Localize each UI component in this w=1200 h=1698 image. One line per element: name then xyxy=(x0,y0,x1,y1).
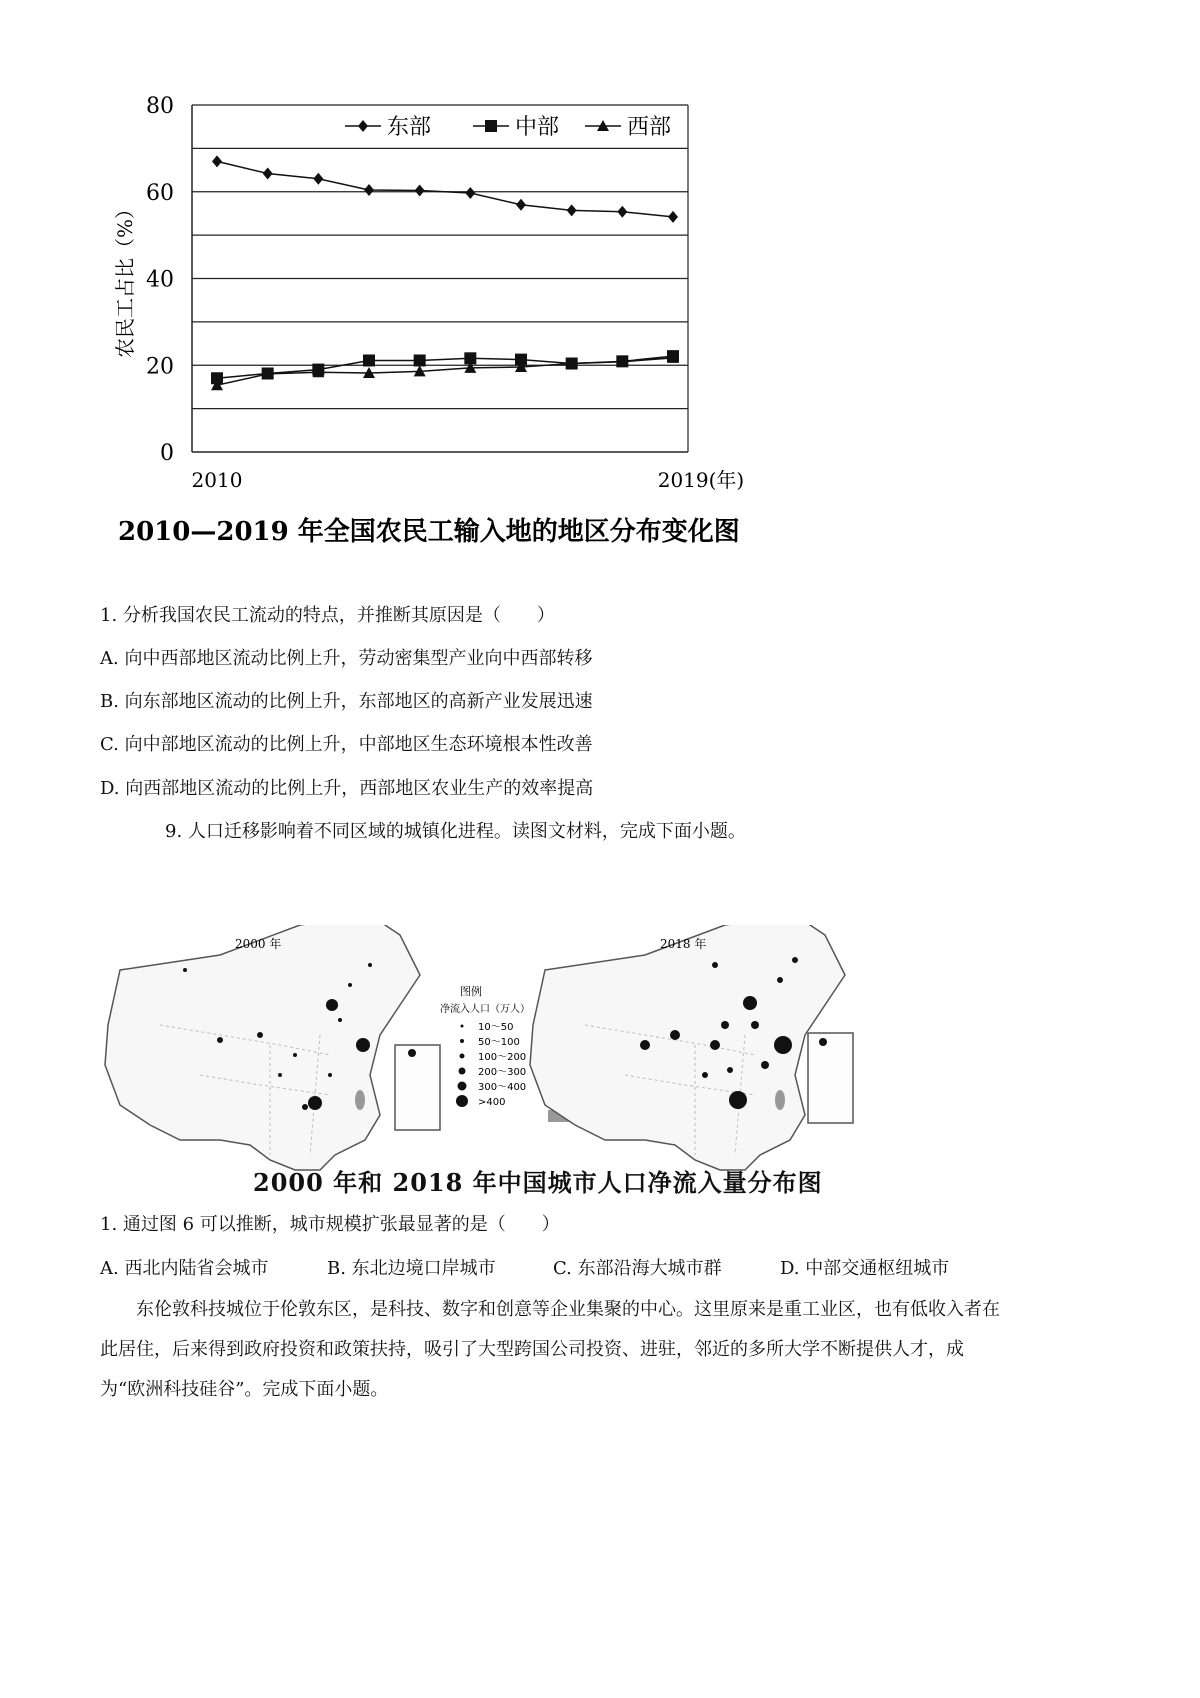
question-2-option-d[interactable]: D. 中部交通枢纽城市 xyxy=(780,1258,950,1279)
data-point xyxy=(414,354,426,366)
question-2-option-a[interactable]: A. 西北内陆省会城市 xyxy=(100,1258,269,1279)
maps-caption: 2000 年和 2018 年中国城市人口净流入量分布图 xyxy=(253,1168,823,1197)
legend-dot xyxy=(461,1025,464,1028)
y-tick-label: 20 xyxy=(146,354,174,380)
data-point xyxy=(263,168,273,180)
legend-item-label: 100～200 xyxy=(478,1052,527,1063)
reading-passage: 东伦敦科技城位于伦敦东区，是科技、数字和创意等企业集聚的中心。这里原来是重工业区，也有低收入者在此居住，后来得到政府投资和政策扶持，吸引了大型跨国公司投资、进驻，邻近的多所大学不断提供人才，成为“欧洲科技硅谷”。完成下面小题。 xyxy=(100,1299,1000,1400)
data-point xyxy=(364,184,374,196)
legend-item-label: 300～400 xyxy=(478,1082,527,1093)
y-tick-label: 40 xyxy=(146,267,174,293)
question-2-option-b[interactable]: B. 东北边境口岸城市 xyxy=(327,1258,496,1279)
legend-item-label: 50～100 xyxy=(478,1037,520,1048)
legend-subtitle: 净流入人口（万人） xyxy=(440,1004,530,1015)
y-tick-label: 80 xyxy=(146,94,174,119)
data-point xyxy=(212,155,222,167)
legend-title: 图例 xyxy=(460,985,482,998)
data-point xyxy=(313,173,323,185)
y-tick-label: 0 xyxy=(160,441,174,466)
question-1-option-b[interactable]: B. 向东部地区流动的比例上升，东部地区的高新产业发展迅速 xyxy=(100,691,593,712)
legend-label: 西部 xyxy=(627,115,672,140)
question-1-option-a[interactable]: A. 向中西部地区流动比例上升，劳动密集型产业向中西部转移 xyxy=(100,648,593,669)
map-2000-title: 2000 年 xyxy=(235,937,282,951)
data-point xyxy=(617,206,627,218)
legend-item-label: >400 xyxy=(478,1097,506,1108)
question-1-option-d[interactable]: D. 向西部地区流动的比例上升，西部地区农业生产的效率提高 xyxy=(100,778,594,799)
migrant-worker-chart xyxy=(100,90,780,560)
map-2018 xyxy=(530,925,853,1170)
x-tick-label: 2019(年) xyxy=(657,468,745,492)
data-point xyxy=(465,187,475,199)
legend-dot xyxy=(456,1095,468,1107)
data-point xyxy=(363,354,375,366)
series-line-1 xyxy=(217,356,673,378)
question-2-options xyxy=(100,1257,1000,1283)
legend-dot xyxy=(460,1054,465,1059)
question-1-option-c[interactable]: C. 向中部地区流动的比例上升，中部地区生态环境根本性改善 xyxy=(100,734,593,755)
data-point xyxy=(415,184,425,196)
question-2-stem: 1. 通过图 6 可以推断，城市规模扩张最显著的是（ ） xyxy=(100,1214,560,1235)
legend-item-label: 200～300 xyxy=(478,1067,527,1078)
series-line-0 xyxy=(217,161,673,217)
data-point xyxy=(567,204,577,216)
legend-label: 东部 xyxy=(387,115,432,140)
legend-dot xyxy=(459,1068,466,1075)
line-chart xyxy=(100,90,780,560)
map-2018-title: 2018 年 xyxy=(660,937,707,951)
legend-marker xyxy=(358,120,368,132)
legend-item-label: 10～50 xyxy=(478,1022,514,1033)
question-2-option-c[interactable]: C. 东部沿海大城市群 xyxy=(553,1258,722,1279)
legend-dot xyxy=(460,1039,464,1043)
legend-marker xyxy=(485,120,497,132)
y-tick-label: 60 xyxy=(146,180,174,206)
legend-label: 中部 xyxy=(515,115,560,140)
question-9-intro: 9. 人口迁移影响着不同区域的城镇化进程。读图文材料，完成下面小题。 xyxy=(165,821,746,842)
question-1-stem: 1. 分析我国农民工流动的特点，并推断其原因是（ ） xyxy=(100,605,555,626)
map-2000 xyxy=(105,925,440,1170)
y-axis-label: 农民工占比（%） xyxy=(113,198,137,359)
x-tick-label: 2010 xyxy=(191,468,243,492)
chart-title: 2010—2019 年全国农民工输入地的地区分布变化图 xyxy=(118,517,740,547)
legend-dot xyxy=(458,1082,467,1091)
data-point xyxy=(516,199,526,211)
data-point xyxy=(668,211,678,223)
